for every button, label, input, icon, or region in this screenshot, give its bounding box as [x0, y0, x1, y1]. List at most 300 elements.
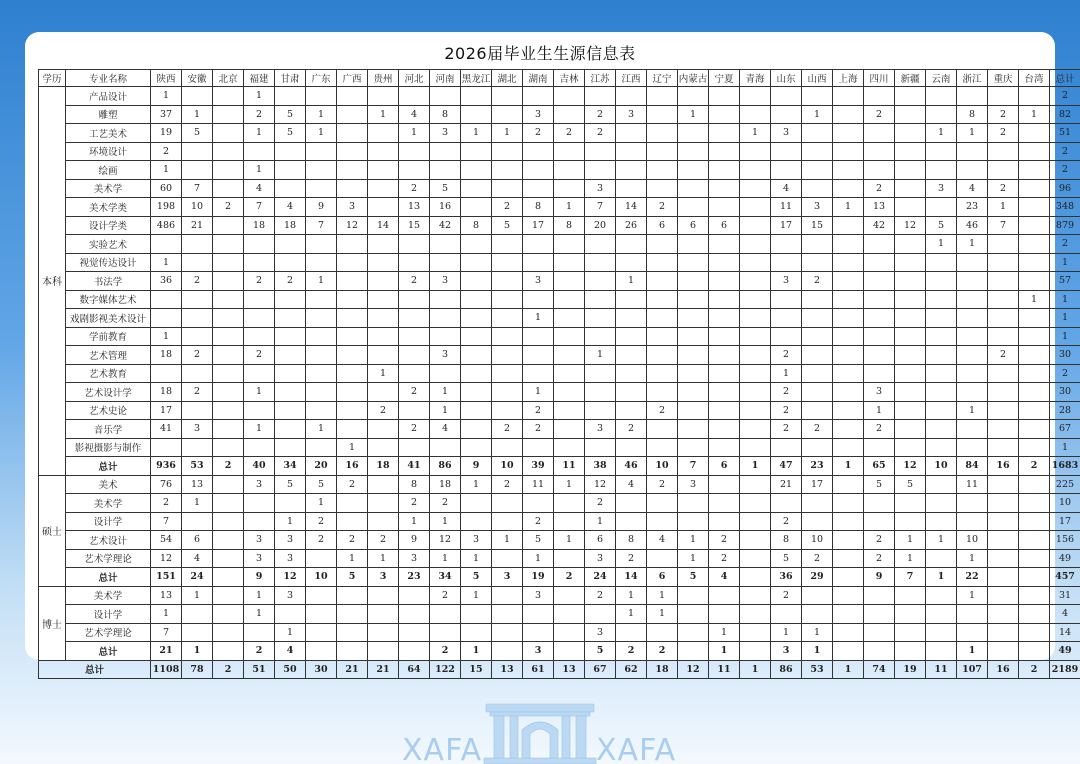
count-cell: 3 — [337, 198, 368, 217]
count-cell — [585, 87, 616, 106]
count-cell — [461, 87, 492, 106]
count-cell: 5 — [275, 475, 306, 494]
count-cell — [585, 383, 616, 402]
count-cell — [957, 383, 988, 402]
count-cell — [213, 438, 244, 457]
count-cell — [461, 364, 492, 383]
count-cell: 21 — [182, 216, 213, 235]
count-cell: 3 — [182, 420, 213, 439]
count-cell — [585, 161, 616, 180]
degree-category-cell: 本科 — [39, 87, 66, 476]
count-cell — [988, 549, 1019, 568]
count-cell — [864, 438, 895, 457]
count-cell: 2 — [523, 401, 554, 420]
count-cell — [988, 494, 1019, 513]
count-cell: 1 — [523, 309, 554, 328]
count-cell — [802, 290, 833, 309]
count-cell — [616, 346, 647, 365]
count-cell: 1 — [399, 124, 430, 143]
count-cell: 2 — [647, 475, 678, 494]
count-cell — [833, 401, 864, 420]
count-cell — [585, 290, 616, 309]
count-cell — [430, 327, 461, 346]
count-cell: 1 — [275, 623, 306, 642]
subtotal-row — [39, 457, 1080, 476]
count-cell — [926, 586, 957, 605]
count-cell — [151, 235, 182, 254]
subtotal-cell: 10 — [492, 457, 523, 476]
major-name-cell: 美术学 — [66, 494, 151, 513]
count-cell: 30 — [1050, 346, 1080, 365]
count-cell — [368, 142, 399, 161]
count-cell — [833, 383, 864, 402]
count-cell — [926, 512, 957, 531]
table-row — [39, 364, 1080, 383]
subtotal-label: 总计 — [66, 568, 151, 587]
count-cell — [647, 161, 678, 180]
count-cell — [709, 438, 740, 457]
count-cell — [306, 253, 337, 272]
count-cell: 1 — [585, 512, 616, 531]
count-cell — [833, 346, 864, 365]
count-cell — [709, 605, 740, 624]
count-cell — [461, 198, 492, 217]
count-cell — [709, 105, 740, 124]
subtotal-cell: 151 — [151, 568, 182, 587]
count-cell — [926, 309, 957, 328]
count-cell: 8 — [554, 216, 585, 235]
count-cell — [213, 253, 244, 272]
count-cell — [492, 383, 523, 402]
count-cell — [678, 346, 709, 365]
count-cell — [275, 494, 306, 513]
count-cell — [368, 586, 399, 605]
count-cell: 15 — [399, 216, 430, 235]
count-cell — [244, 401, 275, 420]
count-cell: 7 — [988, 216, 1019, 235]
count-cell — [1019, 475, 1050, 494]
count-cell — [585, 235, 616, 254]
count-cell — [957, 346, 988, 365]
major-name-cell: 美术学类 — [66, 198, 151, 217]
count-cell — [461, 512, 492, 531]
subtotal-cell: 16 — [337, 457, 368, 476]
count-cell — [740, 290, 771, 309]
count-cell — [306, 161, 337, 180]
count-cell — [616, 290, 647, 309]
count-cell — [1019, 605, 1050, 624]
count-cell — [275, 401, 306, 420]
count-cell: 18 — [430, 475, 461, 494]
count-cell — [461, 383, 492, 402]
count-cell — [275, 309, 306, 328]
count-cell — [895, 623, 926, 642]
count-cell — [213, 87, 244, 106]
table-body — [39, 87, 1080, 679]
count-cell: 2 — [523, 124, 554, 143]
count-cell — [554, 327, 585, 346]
count-cell — [926, 383, 957, 402]
count-cell — [337, 346, 368, 365]
count-cell: 3 — [244, 531, 275, 550]
major-name-cell: 艺术设计学 — [66, 383, 151, 402]
count-cell: 31 — [1050, 586, 1080, 605]
count-cell: 2 — [244, 272, 275, 291]
count-cell — [244, 327, 275, 346]
count-cell: 9 — [306, 198, 337, 217]
count-cell — [864, 142, 895, 161]
count-cell — [740, 161, 771, 180]
count-cell: 51 — [1050, 124, 1080, 143]
count-cell: 1 — [151, 253, 182, 272]
grand-total-cell: 53 — [802, 660, 833, 679]
count-cell — [492, 290, 523, 309]
count-cell — [647, 438, 678, 457]
count-cell — [399, 253, 430, 272]
count-cell — [833, 549, 864, 568]
count-cell — [864, 235, 895, 254]
subtotal-cell: 10 — [647, 457, 678, 476]
count-cell: 9 — [399, 531, 430, 550]
count-cell: 2 — [585, 105, 616, 124]
count-cell: 2 — [182, 346, 213, 365]
count-cell: 1 — [182, 494, 213, 513]
count-cell — [368, 309, 399, 328]
table-row — [39, 161, 1080, 180]
count-cell — [1019, 364, 1050, 383]
count-cell: 1 — [957, 124, 988, 143]
count-cell — [678, 161, 709, 180]
count-cell — [926, 198, 957, 217]
column-header: 新疆 — [895, 70, 926, 87]
count-cell — [554, 87, 585, 106]
count-cell: 1 — [523, 549, 554, 568]
column-header: 河南 — [430, 70, 461, 87]
subtotal-cell — [213, 568, 244, 587]
count-cell: 13 — [182, 475, 213, 494]
subtotal-cell: 3 — [492, 568, 523, 587]
count-cell: 1 — [926, 124, 957, 143]
count-cell — [1019, 198, 1050, 217]
count-cell — [833, 290, 864, 309]
subtotal-cell — [833, 568, 864, 587]
count-cell — [182, 235, 213, 254]
count-cell: 96 — [1050, 179, 1080, 198]
count-cell — [492, 494, 523, 513]
column-header: 台湾 — [1019, 70, 1050, 87]
count-cell — [988, 531, 1019, 550]
count-cell — [864, 309, 895, 328]
count-cell: 1 — [368, 549, 399, 568]
count-cell — [802, 87, 833, 106]
count-cell — [368, 290, 399, 309]
count-cell: 5 — [523, 531, 554, 550]
count-cell: 2 — [771, 512, 802, 531]
count-cell — [802, 438, 833, 457]
subtotal-cell: 457 — [1050, 568, 1080, 587]
count-cell: 4 — [430, 420, 461, 439]
count-cell — [895, 87, 926, 106]
count-cell — [399, 401, 430, 420]
count-cell: 37 — [151, 105, 182, 124]
count-cell — [368, 420, 399, 439]
count-cell — [647, 383, 678, 402]
count-cell: 18 — [151, 346, 182, 365]
count-cell — [399, 623, 430, 642]
grand-total-cell: 122 — [430, 660, 461, 679]
count-cell: 2 — [337, 531, 368, 550]
count-cell — [709, 87, 740, 106]
grand-total-row — [39, 660, 1080, 679]
logo-left-text: XAFA — [402, 733, 483, 764]
count-cell: 2 — [399, 179, 430, 198]
count-cell — [678, 586, 709, 605]
count-cell — [275, 420, 306, 439]
count-cell: 2 — [988, 105, 1019, 124]
count-cell — [678, 383, 709, 402]
count-cell — [368, 87, 399, 106]
count-cell — [864, 512, 895, 531]
subtotal-cell: 11 — [554, 457, 585, 476]
count-cell — [275, 142, 306, 161]
major-name-cell: 数字媒体艺术 — [66, 290, 151, 309]
count-cell — [523, 438, 554, 457]
building-logo-icon — [398, 700, 682, 764]
grand-total-cell: 11 — [926, 660, 957, 679]
count-cell: 3 — [864, 383, 895, 402]
count-cell: 2 — [182, 272, 213, 291]
subtotal-cell: 53 — [182, 457, 213, 476]
count-cell — [678, 124, 709, 143]
count-cell — [337, 401, 368, 420]
count-cell — [678, 401, 709, 420]
count-cell — [306, 87, 337, 106]
count-cell: 10 — [957, 531, 988, 550]
count-cell — [244, 309, 275, 328]
count-cell: 1 — [492, 124, 523, 143]
count-cell: 3 — [585, 623, 616, 642]
count-cell: 5 — [430, 179, 461, 198]
count-cell — [461, 235, 492, 254]
count-cell: 8 — [957, 105, 988, 124]
table-row — [39, 549, 1080, 568]
subtotal-cell: 1 — [709, 642, 740, 661]
count-cell — [616, 401, 647, 420]
subtotal-cell: 7 — [895, 568, 926, 587]
count-cell — [213, 531, 244, 550]
count-cell: 6 — [678, 216, 709, 235]
table-row — [39, 272, 1080, 291]
count-cell — [647, 309, 678, 328]
count-cell — [926, 161, 957, 180]
count-cell — [988, 586, 1019, 605]
count-cell: 1 — [461, 549, 492, 568]
count-cell — [213, 420, 244, 439]
subtotal-cell: 3 — [368, 568, 399, 587]
count-cell — [585, 605, 616, 624]
count-cell — [709, 198, 740, 217]
count-cell — [275, 364, 306, 383]
count-cell — [833, 512, 864, 531]
count-cell — [895, 586, 926, 605]
column-header: 甘肃 — [275, 70, 306, 87]
count-cell: 348 — [1050, 198, 1080, 217]
count-cell — [647, 364, 678, 383]
grand-total-cell: 67 — [585, 660, 616, 679]
count-cell — [802, 161, 833, 180]
count-cell — [709, 327, 740, 346]
count-cell — [523, 161, 554, 180]
subtotal-cell: 10 — [926, 457, 957, 476]
count-cell — [895, 179, 926, 198]
count-cell — [709, 142, 740, 161]
subtotal-row — [39, 642, 1080, 661]
count-cell: 12 — [585, 475, 616, 494]
count-cell — [988, 290, 1019, 309]
count-cell — [740, 531, 771, 550]
count-cell — [430, 235, 461, 254]
count-cell — [678, 235, 709, 254]
count-cell: 7 — [244, 198, 275, 217]
count-cell — [740, 346, 771, 365]
count-cell: 2 — [399, 420, 430, 439]
count-cell — [430, 364, 461, 383]
subtotal-cell: 34 — [275, 457, 306, 476]
column-header: 广东 — [306, 70, 337, 87]
count-cell — [616, 327, 647, 346]
count-cell — [926, 494, 957, 513]
count-cell: 1 — [244, 605, 275, 624]
count-cell — [1019, 623, 1050, 642]
count-cell — [151, 438, 182, 457]
count-cell — [647, 512, 678, 531]
count-cell — [306, 309, 337, 328]
count-cell: 13 — [864, 198, 895, 217]
count-cell — [492, 142, 523, 161]
count-cell — [895, 401, 926, 420]
count-cell — [988, 309, 1019, 328]
count-cell — [833, 124, 864, 143]
count-cell: 7 — [182, 179, 213, 198]
count-cell — [771, 438, 802, 457]
grand-total-cell: 64 — [399, 660, 430, 679]
count-cell — [554, 494, 585, 513]
count-cell — [182, 290, 213, 309]
count-cell — [368, 327, 399, 346]
count-cell — [368, 346, 399, 365]
count-cell: 13 — [151, 586, 182, 605]
table-row — [39, 512, 1080, 531]
count-cell — [647, 623, 678, 642]
major-name-cell: 艺术学理论 — [66, 549, 151, 568]
count-cell — [647, 272, 678, 291]
grand-total-cell: 61 — [523, 660, 554, 679]
grand-total-cell: 21 — [368, 660, 399, 679]
count-cell — [740, 549, 771, 568]
count-cell — [616, 309, 647, 328]
count-cell — [926, 420, 957, 439]
count-cell — [1019, 346, 1050, 365]
count-cell: 11 — [523, 475, 554, 494]
count-cell — [678, 272, 709, 291]
count-cell: 49 — [1050, 549, 1080, 568]
count-cell — [647, 124, 678, 143]
count-cell — [492, 253, 523, 272]
count-cell — [802, 327, 833, 346]
count-cell — [337, 272, 368, 291]
count-cell — [833, 494, 864, 513]
count-cell — [337, 290, 368, 309]
count-cell — [926, 142, 957, 161]
count-cell — [895, 161, 926, 180]
count-cell — [864, 494, 895, 513]
count-cell — [523, 623, 554, 642]
count-cell — [864, 605, 895, 624]
grand-total-cell: 13 — [492, 660, 523, 679]
subtotal-cell: 2 — [213, 457, 244, 476]
count-cell: 1 — [151, 327, 182, 346]
subtotal-row — [39, 568, 1080, 587]
count-cell — [709, 475, 740, 494]
subtotal-cell: 6 — [709, 457, 740, 476]
count-cell: 2 — [1050, 87, 1080, 106]
count-cell — [1019, 586, 1050, 605]
count-cell — [678, 142, 709, 161]
count-cell — [647, 235, 678, 254]
count-cell: 7 — [151, 512, 182, 531]
count-cell — [709, 586, 740, 605]
count-cell — [1019, 438, 1050, 457]
count-cell — [492, 179, 523, 198]
count-cell: 1 — [709, 623, 740, 642]
count-cell — [957, 327, 988, 346]
count-cell — [368, 605, 399, 624]
count-cell: 1 — [151, 87, 182, 106]
major-name-cell: 设计学 — [66, 512, 151, 531]
subtotal-cell: 1 — [182, 642, 213, 661]
count-cell — [895, 494, 926, 513]
count-cell: 10 — [802, 531, 833, 550]
count-cell — [306, 438, 337, 457]
count-cell — [957, 253, 988, 272]
count-cell: 1 — [430, 401, 461, 420]
count-cell — [399, 87, 430, 106]
subtotal-cell: 5 — [585, 642, 616, 661]
count-cell — [833, 623, 864, 642]
count-cell — [1019, 161, 1050, 180]
count-cell — [492, 605, 523, 624]
count-cell — [554, 420, 585, 439]
subtotal-cell: 2 — [616, 642, 647, 661]
count-cell: 28 — [1050, 401, 1080, 420]
count-cell — [275, 327, 306, 346]
count-cell — [275, 605, 306, 624]
count-cell: 2 — [647, 198, 678, 217]
count-cell — [182, 253, 213, 272]
count-cell: 12 — [337, 216, 368, 235]
table-row — [39, 309, 1080, 328]
count-cell — [740, 272, 771, 291]
count-cell — [771, 142, 802, 161]
column-header: 河北 — [399, 70, 430, 87]
major-name-cell: 视觉传达设计 — [66, 253, 151, 272]
count-cell: 5 — [492, 216, 523, 235]
count-cell: 3 — [430, 272, 461, 291]
count-cell — [585, 327, 616, 346]
table-row — [39, 235, 1080, 254]
count-cell: 2 — [616, 420, 647, 439]
count-cell — [647, 142, 678, 161]
